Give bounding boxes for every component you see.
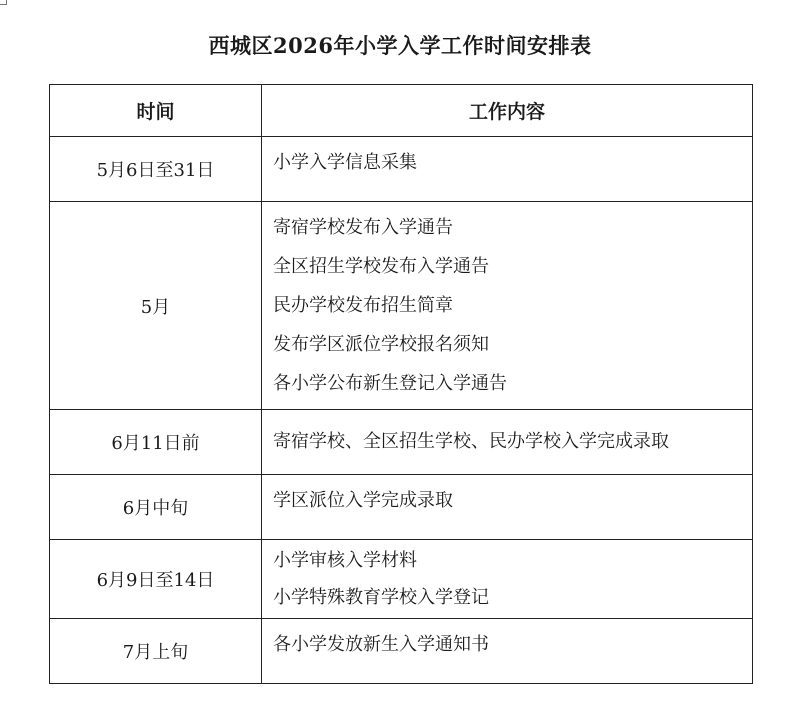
- schedule-table: [49, 84, 753, 684]
- table-row: [50, 619, 753, 684]
- work-item: 民办学校发布招生简章: [273, 295, 453, 316]
- table-header-row: [50, 85, 753, 137]
- work-item: 寄宿学校、全区招生学校、民办学校入学完成录取: [273, 431, 669, 452]
- work-item: 学区派位入学完成录取: [273, 490, 453, 511]
- corner-crop-mark: [0, 0, 7, 5]
- work-item: 寄宿学校发布入学通告: [273, 217, 453, 238]
- work-item: 发布学区派位学校报名须知: [273, 334, 489, 355]
- column-header-time: 时间: [50, 85, 262, 137]
- work-cell: [262, 202, 753, 410]
- time-cell: 5月: [50, 202, 262, 410]
- work-cell: [262, 619, 753, 684]
- table-row: [50, 475, 753, 540]
- work-cell: [262, 540, 753, 619]
- page-title: 西城区2026年小学入学工作时间安排表: [208, 33, 592, 58]
- work-item: 小学入学信息采集: [273, 152, 417, 173]
- time-cell: 6月9日至14日: [50, 540, 262, 619]
- work-item: 全区招生学校发布入学通告: [273, 256, 489, 277]
- table-row: [50, 410, 753, 475]
- work-cell: [262, 410, 753, 475]
- time-cell: 6月中旬: [50, 475, 262, 540]
- work-item: 小学特殊教育学校入学登记: [273, 587, 489, 608]
- time-cell: 5月6日至31日: [50, 137, 262, 202]
- table-row: [50, 540, 753, 619]
- work-item: 小学审核入学材料: [273, 550, 417, 571]
- time-cell: 7月上旬: [50, 619, 262, 684]
- time-cell: 6月11日前: [50, 410, 262, 475]
- table-row: [50, 202, 753, 410]
- column-header-work: 工作内容: [262, 85, 753, 137]
- work-cell: [262, 475, 753, 540]
- work-cell: [262, 137, 753, 202]
- work-item: 各小学发放新生入学通知书: [273, 634, 489, 655]
- work-item: 各小学公布新生登记入学通告: [273, 373, 507, 394]
- table-row: [50, 137, 753, 202]
